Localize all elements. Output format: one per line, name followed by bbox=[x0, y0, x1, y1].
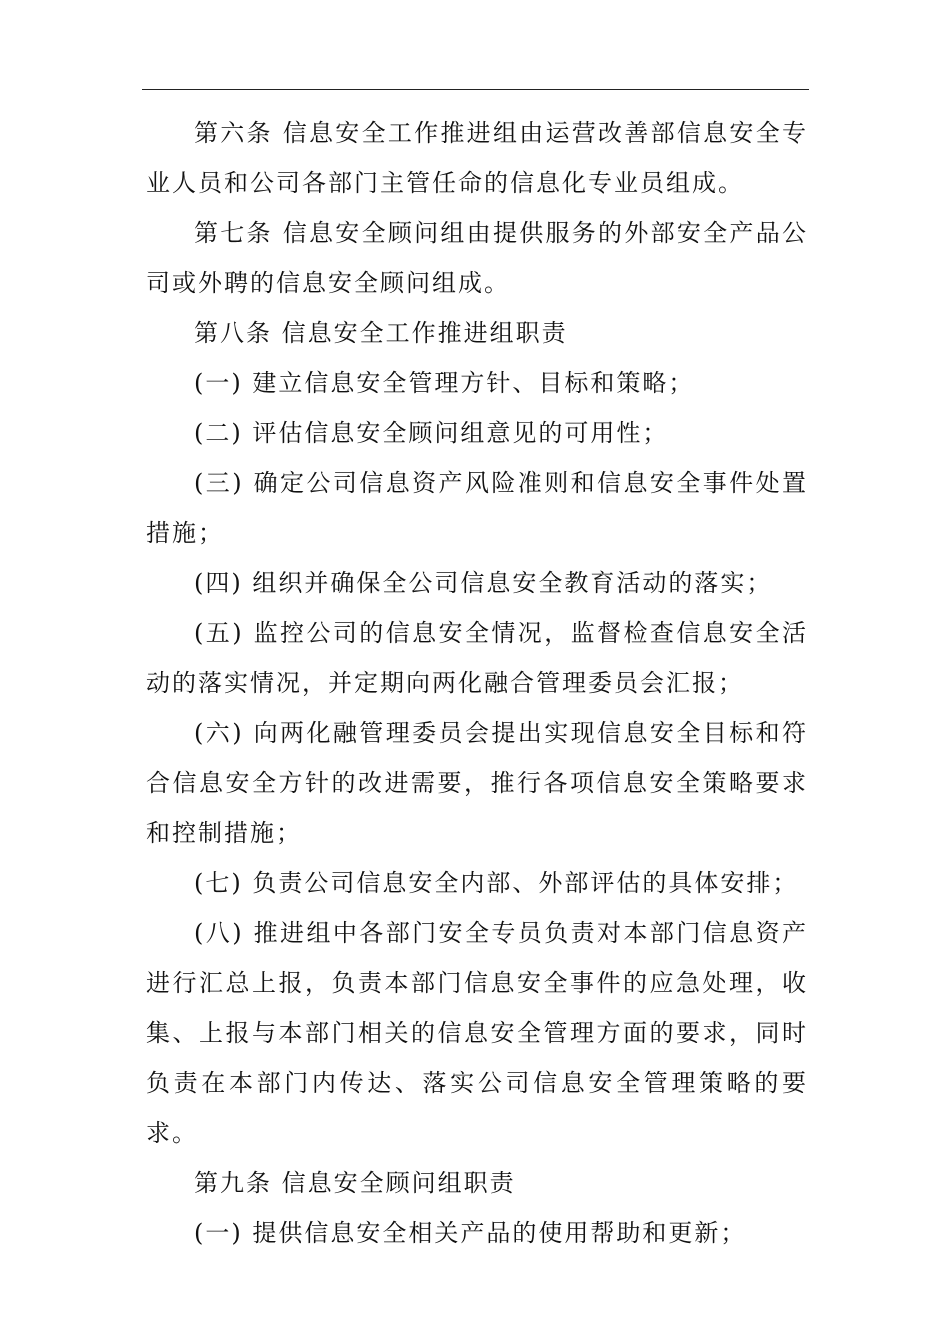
document-body bbox=[146, 108, 808, 1258]
article-8-item-1: (一) 建立信息安全管理方针、目标和策略； bbox=[194, 369, 695, 397]
article-8-item-4: (四) 组织并确保全公司信息安全教育活动的落实； bbox=[194, 569, 773, 597]
article-8-item-5: (五) 监控公司的信息安全情况，监督检查信息安全活动的落实情况，并定期向两化融合管理委员会汇报； bbox=[146, 619, 808, 697]
article-8-item-8: (八) 推进组中各部门安全专员负责对本部门信息资产进行汇总上报，负责本部门信息安全事件的应急处理，收集、上报与本部门相关的信息安全管理方面的要求，同时负责在本部门内传达、落实公司信息安全管理策略的要求。 bbox=[146, 919, 808, 1147]
article-8-item-3: (三) 确定公司信息资产风险准则和信息安全事件处置措施； bbox=[146, 469, 808, 547]
article-8-item-7: (七) 负责公司信息安全内部、外部评估的具体安排； bbox=[194, 869, 799, 897]
article-8-item-2: (二) 评估信息安全顾问组意见的可用性； bbox=[194, 419, 669, 447]
article-9-heading: 第九条 信息安全顾问组职责 bbox=[194, 1169, 516, 1197]
article-8-heading: 第八条 信息安全工作推进组职责 bbox=[194, 319, 568, 347]
article-9-item-1: (一) 提供信息安全相关产品的使用帮助和更新； bbox=[194, 1219, 747, 1247]
article-7-paragraph: 第七条 信息安全顾问组由提供服务的外部安全产品公司或外聘的信息安全顾问组成。 bbox=[146, 219, 808, 297]
header-rule bbox=[142, 89, 809, 90]
article-6-paragraph: 第六条 信息安全工作推进组由运营改善部信息安全专业人员和公司各部门主管任命的信息化专业员组成。 bbox=[146, 119, 808, 197]
article-8-item-6: (六) 向两化融管理委员会提出实现信息安全目标和符合信息安全方针的改进需要，推行各项信息安全策略要求和控制措施； bbox=[146, 719, 808, 847]
